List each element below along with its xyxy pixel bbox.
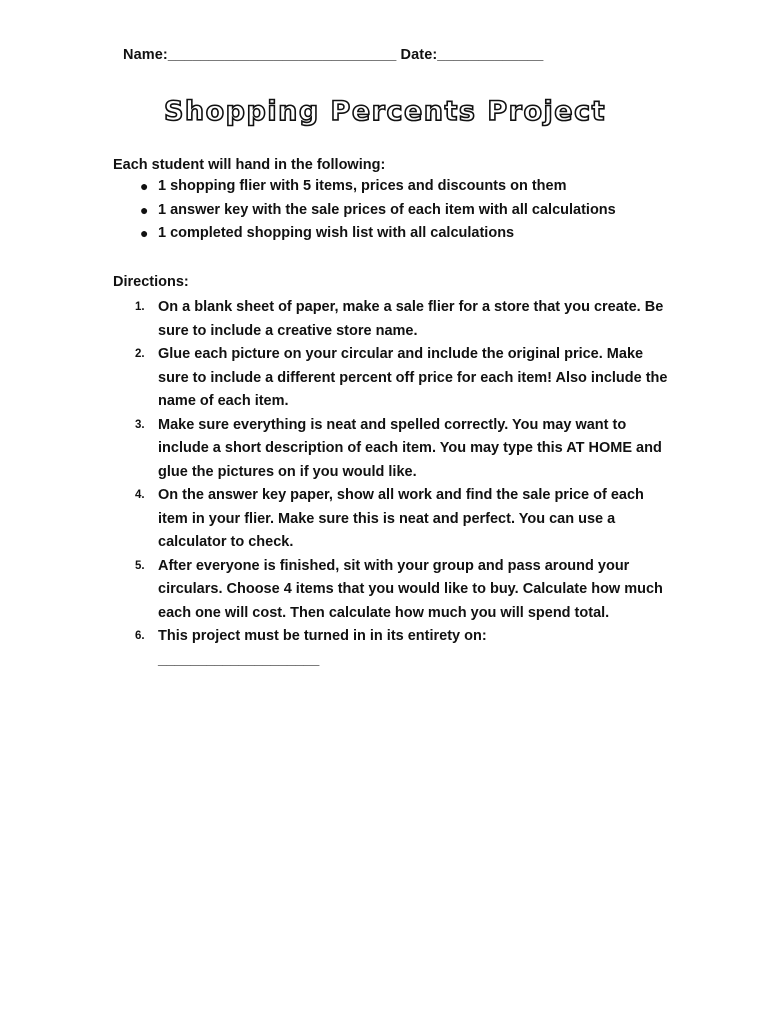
handin-item-text: 1 answer key with the sale prices of each item with all calculations bbox=[158, 201, 616, 218]
due-date-blank: ____________________ bbox=[158, 651, 320, 668]
handin-item-text: 1 completed shopping wish list with all calculations bbox=[158, 225, 515, 241]
direction-step bbox=[113, 625, 673, 672]
step-text: Make sure everything is neat and spelled correctly. You may want to include a short description of each item. You may type this AT HOME and glue the pictures on if you would like. bbox=[158, 416, 662, 480]
step-text: Glue each picture on your circular and include the original price. Make sure to include a different percent off price for each item! Also include the name of each item. bbox=[158, 346, 668, 409]
step-number: 1. bbox=[135, 301, 145, 313]
handin-intro: Each student will hand in the following: bbox=[113, 157, 386, 173]
step-number: 4. bbox=[135, 489, 145, 501]
handin-item bbox=[113, 202, 673, 226]
direction-step bbox=[113, 343, 673, 414]
page-title: Shopping Percents Project bbox=[163, 96, 607, 127]
direction-step bbox=[113, 484, 673, 555]
name-date-line: Name:____________________________ Date:_____________ bbox=[123, 47, 544, 63]
handin-item bbox=[113, 178, 673, 202]
step-number: 3. bbox=[135, 418, 145, 431]
step-text: On a blank sheet of paper, make a sale flier for a store that you create. Be sure to include a creative store name. bbox=[158, 299, 664, 339]
step-number: 6. bbox=[135, 630, 145, 642]
handin-item-text: 1 shopping flier with 5 items, prices and discounts on them bbox=[158, 178, 567, 194]
step-text: This project must be turned in in its entirety on: bbox=[158, 628, 487, 644]
direction-step bbox=[113, 555, 673, 626]
bullet-icon: ● bbox=[140, 225, 149, 241]
step-number: 2. bbox=[135, 348, 145, 360]
handin-list bbox=[113, 178, 673, 249]
direction-step bbox=[113, 296, 673, 343]
bullet-icon: ● bbox=[140, 201, 149, 218]
handin-item bbox=[113, 225, 673, 249]
step-number: 5. bbox=[135, 559, 145, 572]
direction-step bbox=[113, 414, 673, 485]
step-text: On the answer key paper, show all work and find the sale price of each item in your flier. Make sure this is neat and perfect. You can use a calculator to check. bbox=[158, 487, 644, 550]
step-text: After everyone is finished, sit with your group and pass around your circulars. Choose 4 items that you would like to buy. Calculate how much each one will cost. Then calculate how much you will spend total. bbox=[158, 557, 663, 621]
bullet-icon: ● bbox=[140, 178, 149, 194]
directions-list bbox=[113, 296, 673, 672]
directions-heading: Directions: bbox=[113, 274, 189, 290]
